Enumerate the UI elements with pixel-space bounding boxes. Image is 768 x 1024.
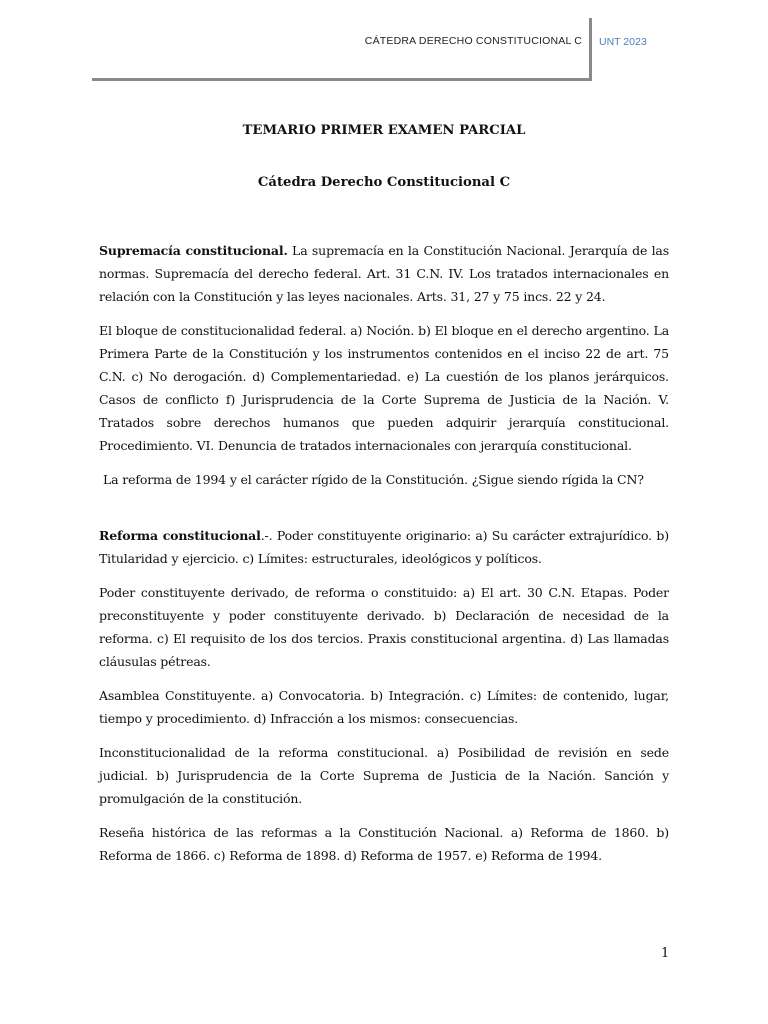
- paragraph-text: .-. Poder constituyente originario: a) Su carácter extrajurídico. b) Titularidad y ejercicio. c) Límites: estructurales, ideológicos y políticos.: [99, 528, 669, 566]
- header-course-title: CÁTEDRA DERECHO CONSTITUCIONAL C: [364, 35, 582, 47]
- paragraph-supremacia: [99, 239, 669, 308]
- paragraph-inconstitucionalidad: Inconstitucionalidad de la reforma constitucional. a) Posibilidad de revisión en sede judicial. b) Jurisprudencia de la Corte Suprema de Justicia de la Nación. Sanción y promulgación de la constitución.: [99, 745, 669, 806]
- paragraph-resena-historica: Reseña histórica de las reformas a la Constitución Nacional. a) Reforma de 1860. b) Reforma de 1866. c) Reforma de 1898. d) Reforma de 1957. e) Reforma de 1994.: [99, 825, 669, 863]
- document-subtitle: Cátedra Derecho Constitucional C: [257, 175, 511, 190]
- header-divider-horizontal: [92, 78, 592, 81]
- paragraph-lead: Reforma constitucional: [99, 528, 261, 543]
- paragraph-reforma-constitucional: [99, 524, 669, 570]
- paragraph-reforma-1994: La reforma de 1994 y el carácter rígido de la Constitución. ¿Sigue siendo rígida la CN?: [103, 472, 644, 487]
- document-body: [99, 239, 669, 878]
- paragraph-lead: Supremacía constitucional.: [99, 243, 288, 258]
- header-year-label: UNT 2023: [599, 36, 647, 48]
- paragraph-text: La supremacía en la Constitución Nacional. Jerarquía de las normas. Supremacía del derecho federal. Art. 31 C.N. IV. Los tratados internacionales en relación con la Constitución y las leyes nacionales. Arts. 31, 27 y 75 incs. 22 y 24.: [99, 243, 670, 304]
- page-header: [92, 0, 674, 80]
- header-divider-vertical: [589, 18, 592, 80]
- document-title: TEMARIO PRIMER EXAMEN PARCIAL: [242, 123, 526, 138]
- paragraph-poder-derivado: Poder constituyente derivado, de reforma o constituido: a) El art. 30 C.N. Etapas. Poder preconstituyente y poder constituyente derivado. b) Declaración de necesidad de la reforma. c) El requisito de los dos tercios. Praxis constitucional argentina. d) Las llamadas cláusulas pétreas.: [99, 585, 669, 669]
- page-number: 1: [661, 946, 670, 961]
- paragraph-asamblea: Asamblea Constituyente. a) Convocatoria. b) Integración. c) Límites: de contenido, lugar, tiempo y procedimiento. d) Infracción a los mismos: consecuencias.: [99, 688, 669, 726]
- paragraph-bloque: El bloque de constitucionalidad federal. a) Noción. b) El bloque en el derecho argentino. La Primera Parte de la Constitución y los instrumentos contenidos en el inciso 22 de art. 75 C.N. c) No derogación. d) Complementariedad. e) La cuestión de los planos jerárquicos. Casos de conflicto f) Jurisprudencia de la Corte Suprema de Justicia de la Nación. V. Tratados sobre derechos humanos que pueden adquirir jerarquía constitucional. Procedimiento. VI. Denuncia de tratados internacionales con jerarquía constitucional.: [99, 323, 669, 453]
